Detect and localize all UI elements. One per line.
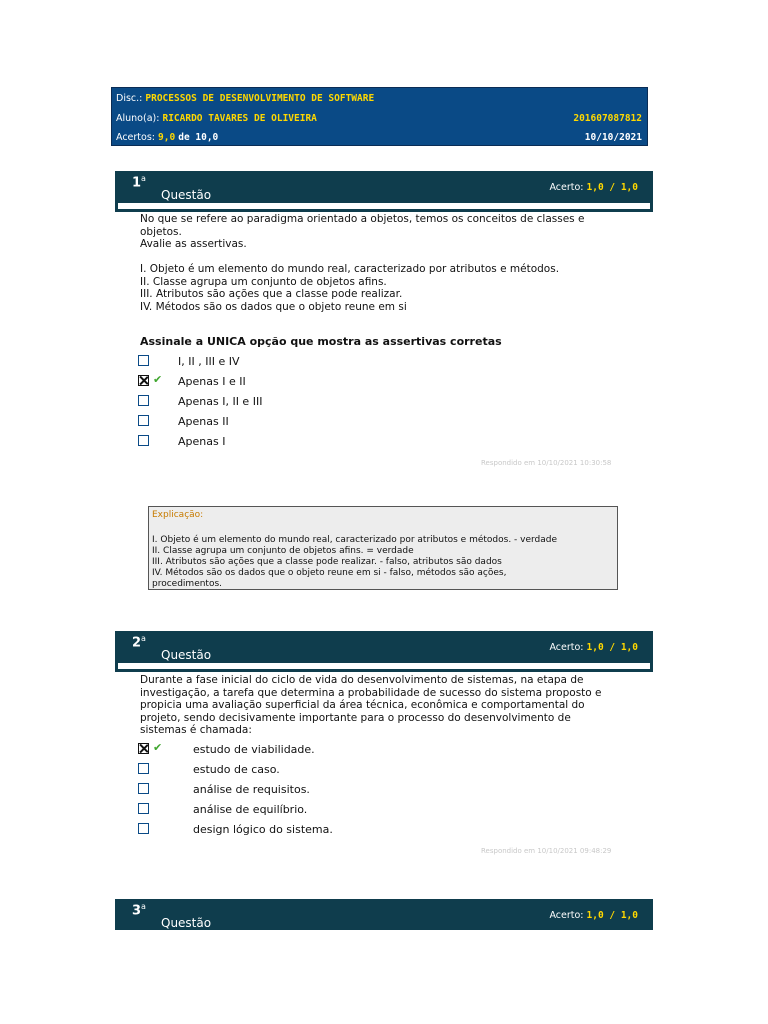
question-label: Questão	[161, 188, 212, 202]
checkbox-empty-icon[interactable]	[138, 435, 149, 446]
option-label: análise de requisitos.	[193, 783, 310, 796]
answered-timestamp: Respondido em 10/10/2021 09:48:29	[481, 847, 612, 855]
checkbox-empty-icon[interactable]	[138, 415, 149, 426]
header-divider	[118, 663, 650, 669]
acertos-score: 9,0	[158, 132, 176, 143]
checkmark-icon: ✔	[153, 741, 163, 754]
checkbox-empty-icon[interactable]	[138, 803, 149, 814]
question-1-header	[115, 171, 653, 212]
question-3-header	[115, 899, 653, 930]
question-number: 3$^a$	[132, 902, 146, 919]
acerto-score: Acerto: 1,0 / 1,0	[549, 182, 638, 193]
answered-timestamp: Respondido em 10/10/2021 10:30:58	[481, 459, 612, 467]
disc-label: Disc.:	[116, 93, 143, 104]
checkbox-empty-icon[interactable]	[138, 763, 149, 774]
option-label: design lógico do sistema.	[193, 823, 333, 836]
option-label: I, II , III e IV	[178, 355, 240, 368]
checkbox-empty-icon[interactable]	[138, 355, 149, 366]
student-info-box	[111, 87, 648, 146]
disc-value: PROCESSOS DE DESENVOLVIMENTO DE SOFTWARE	[145, 93, 375, 104]
checkbox-checked-icon[interactable]	[138, 375, 149, 386]
explanation-box	[148, 506, 618, 590]
question-label: Questão	[161, 648, 212, 662]
acerto-score: Acerto: 1,0 / 1,0	[549, 642, 638, 653]
question-2-header	[115, 631, 653, 672]
option-label: estudo de caso.	[193, 763, 280, 776]
question-1-text: No que se refere ao paradigma orientado a objetos, temos os conceitos de classes e objetos. Avalie as assertivas. I. Objeto é um elemento do mundo real, caracterizado por atributos e métodos. II. Classe agrupa um conjunto de objetos afins. III. Atributos são ações que a classe pode realizar. IV. Métodos são os dados que o objeto reune em si	[140, 213, 585, 313]
acertos-label: Acertos:	[116, 132, 155, 143]
checkbox-empty-icon[interactable]	[138, 823, 149, 834]
option-label: análise de equilíbrio.	[193, 803, 308, 816]
option-label: Apenas I, II e III	[178, 395, 263, 408]
aluno-label: Aluno(a):	[116, 113, 160, 124]
header-divider	[118, 203, 650, 209]
question-2-text: Durante a fase inicial do ciclo de vida do desenvolvimento de sistemas, na etapa de investigação, a tarefa que determina a probabilidade de sucesso do sistema proposto e propicia uma avaliação superficial da área técnica, econômica e comportamental do projeto, sendo decisivamente importante para o processo do desenvolvimento de sistemas é chamada:	[140, 674, 602, 736]
question-1-prompt: Assinale a UNICA opção que mostra as assertivas corretas	[140, 335, 502, 348]
question-number: 2$^a$	[132, 634, 146, 651]
matricula: 201607087812	[573, 113, 642, 124]
acertos-total: de 10,0	[178, 132, 219, 143]
checkbox-empty-icon[interactable]	[138, 783, 149, 794]
option-label: Apenas II	[178, 415, 229, 428]
option-label: Apenas I	[178, 435, 226, 448]
acerto-score: Acerto: 1,0 / 1,0	[549, 910, 638, 921]
checkmark-icon: ✔	[153, 373, 163, 386]
explanation-title: Explicação:	[152, 510, 204, 520]
question-label: Questão	[161, 916, 212, 930]
exam-date: 10/10/2021	[584, 132, 642, 143]
option-label: estudo de viabilidade.	[193, 743, 315, 756]
option-label: Apenas I e II	[178, 375, 246, 388]
explanation-text: I. Objeto é um elemento do mundo real, caracterizado por atributos e métodos. - verdade II. Classe agrupa um conjunto de objetos afins. = verdade III. Atributos são ações que a classe pode realizar. - falso, atributos são dados IV. Métodos são os dados que o objeto reune em si - falso, métodos são ações, procedimentos.	[152, 535, 558, 589]
question-number: 1$^a$	[132, 174, 146, 191]
aluno-value: RICARDO TAVARES DE OLIVEIRA	[162, 113, 317, 124]
checkbox-checked-icon[interactable]	[138, 743, 149, 754]
checkbox-empty-icon[interactable]	[138, 395, 149, 406]
